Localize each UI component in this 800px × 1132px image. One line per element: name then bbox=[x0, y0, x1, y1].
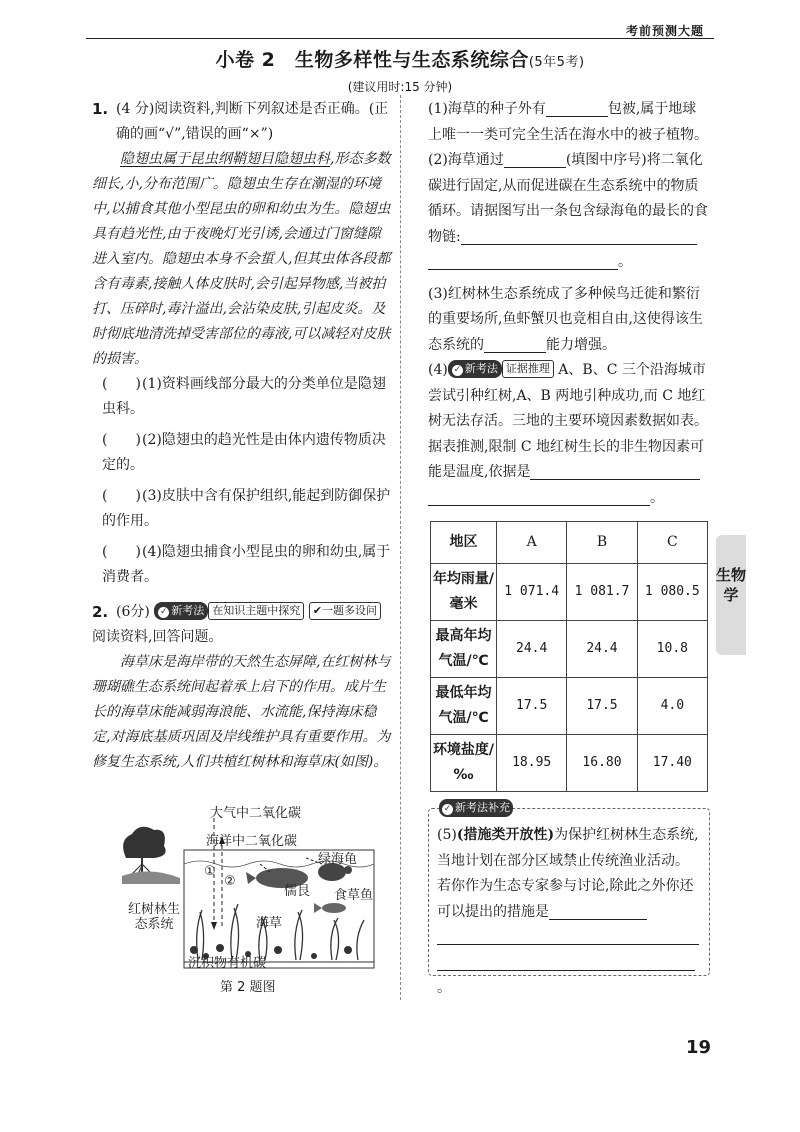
row-label: 最低年均气温/℃ bbox=[431, 678, 497, 735]
time-hint: (建议用时:15 分钟) bbox=[347, 80, 453, 94]
question-intro: 阅读资料,回答问题。 bbox=[92, 629, 223, 645]
label-process-two: ② bbox=[224, 874, 236, 889]
reading-passage bbox=[92, 147, 394, 372]
top-rule bbox=[86, 38, 714, 39]
judgement-text: (3)皮肤中含有保护组织,能起到防御保护的作用。 bbox=[102, 488, 391, 529]
answer-blank[interactable] bbox=[549, 902, 647, 920]
row-label: 环境盐度/‰ bbox=[431, 735, 497, 792]
answer-bracket[interactable]: ( ) bbox=[102, 488, 141, 504]
check-icon: ✔ bbox=[312, 604, 322, 617]
passage-rest: ,形态多数细长,小,分布范围广。隐翅虫生存在潮湿的环境中,以捕食其他小型昆虫的卵和幼虫为生。隐翅虫具有趋光性,由于夜晚灯光引诱,会通过门窗缝隙进入室内。隐翅虫本身不会蜇人,但其虫体各段都含有毒素,接触人体皮肤时,会引起异物感,当被拍打、压碎时,毒汁溢出,会沾染皮肤,引起皮炎。及时彻底地清洗掉受害部位的毒液,可以减轻对皮肤的损害。 bbox=[92, 151, 391, 367]
environment-data-table bbox=[430, 521, 708, 792]
table-cell: 24.4 bbox=[567, 621, 637, 678]
mangrove-tree-icon bbox=[122, 827, 180, 884]
answer-blank[interactable] bbox=[546, 99, 608, 117]
table-header-cell: A bbox=[497, 522, 567, 564]
answer-blank[interactable] bbox=[530, 462, 700, 480]
question-number: 1. bbox=[92, 100, 109, 118]
check-icon: ✓ bbox=[443, 804, 452, 814]
table-cell: 1 080.5 bbox=[637, 564, 707, 621]
question-1 bbox=[92, 97, 394, 147]
supplement-box bbox=[428, 801, 710, 996]
figure-caption: 第 2 题图 bbox=[220, 980, 276, 995]
answer-bracket[interactable]: ( ) bbox=[102, 432, 141, 448]
label-green-turtle: 绿海龟 bbox=[318, 852, 358, 867]
table-header-cell: B bbox=[567, 522, 637, 564]
underlined-passage: 隐翅虫属于昆虫纲鞘翅目隐翅虫科 bbox=[120, 151, 330, 167]
table-cell: 24.4 bbox=[497, 621, 567, 678]
answer-blank[interactable] bbox=[428, 488, 650, 506]
sub-question-5: (5)(措施类开放性)为保护红树林生态系统,当地计划在部分区域禁止传统渔业活动。若你作为生态专家参与讨论,除此之外你还可以提出的措施是 。 bbox=[437, 827, 699, 996]
table-header-cell: C bbox=[637, 522, 707, 564]
check-icon: ✓ bbox=[160, 607, 168, 617]
new-method-tag: ✓ 新考法 bbox=[448, 360, 502, 378]
title-block bbox=[0, 45, 800, 95]
corner-title: 考前预测大题 bbox=[625, 24, 704, 38]
title-text: 小卷 2 生物多样性与生态系统综合 bbox=[215, 49, 529, 71]
question-prompt: (4 分)阅读资料,判断下列叙述是否正确。(正确的画“√”,错误的画“×”) bbox=[116, 101, 389, 142]
question-2 bbox=[92, 600, 394, 625]
answer-blank[interactable] bbox=[437, 927, 699, 945]
judgement-text: (1)资料画线部分最大的分类单位是隐翅虫科。 bbox=[102, 376, 386, 417]
multi-question-tag: ✔一题多设问 bbox=[309, 602, 381, 620]
ecosystem-figure bbox=[110, 800, 378, 1000]
question-score: (6分) bbox=[116, 604, 150, 620]
answer-blank[interactable] bbox=[484, 335, 546, 353]
reading-passage: 海草床是海岸带的天然生态屏障,在红树林与珊瑚礁生态系统间起着承上启下的作用。成片生长的海草床能减弱海浪能、水流能,保持海床稳定,对海底基质巩固及岸线维护具有重要作用。为修复生态系统,人们共植红树林和海草床(如图)。 bbox=[92, 654, 391, 770]
label-mangrove-ecosystem: 红树林生态系统 bbox=[127, 902, 180, 932]
table-cell: 17.5 bbox=[497, 678, 567, 735]
answer-bracket[interactable]: ( ) bbox=[102, 544, 141, 560]
table-cell: 10.8 bbox=[637, 621, 707, 678]
theme-tag: 在知识主题中探究 bbox=[208, 602, 304, 620]
table-row bbox=[431, 678, 708, 735]
sub-question-2: (2)海草通过 (填图中序号)将二氧化碳进行固定,从而促进碳在生态系统中的物质循环。请据图写出一条包含绿海龟的最长的食物链: 。 bbox=[428, 152, 708, 270]
judgement-item bbox=[92, 428, 394, 478]
left-column bbox=[92, 97, 394, 775]
table-cell: 1 081.7 bbox=[567, 564, 637, 621]
label-dugong: 儒艮 bbox=[284, 884, 311, 899]
table-header-row bbox=[431, 522, 708, 564]
judgement-item bbox=[92, 540, 394, 590]
label-ocean-co2: 海洋中二氧化碳 bbox=[206, 834, 298, 849]
title-note: (5年5考) bbox=[528, 55, 585, 70]
question-number: 2. bbox=[92, 603, 109, 621]
answer-blank[interactable] bbox=[428, 252, 618, 270]
table-cell: 4.0 bbox=[637, 678, 707, 735]
subject-tab: 生物学 bbox=[716, 535, 746, 655]
fish-shape bbox=[322, 903, 346, 913]
label-process-one: ① bbox=[204, 864, 216, 879]
answer-blank[interactable] bbox=[461, 227, 697, 245]
page-title bbox=[0, 45, 800, 72]
sub-question-4: (4) ✓ 新考法 证据推理 A、B、C 三个沿海城市尝试引种红树,A、B 两地引种成功,而 C 地红树无法存活。三地的主要环境因素数据如表。据表推测,限制 C 地红树生长的非生物因素可能是温度,依据是 。 bbox=[428, 362, 708, 506]
answer-bracket[interactable]: ( ) bbox=[102, 376, 141, 392]
table-cell: 18.95 bbox=[497, 735, 567, 792]
judgement-item bbox=[92, 484, 394, 534]
judgement-text: (4)隐翅虫捕食小型昆虫的卵和幼虫,属于消费者。 bbox=[102, 544, 391, 585]
sub-question-1: (1)海草的种子外有 包被,属于地球上唯一一类可完全生活在海水中的被子植物。 bbox=[428, 101, 708, 143]
supplement-tag: ✓ 新考法补充 bbox=[439, 799, 513, 817]
judgement-item bbox=[92, 372, 394, 422]
row-label: 最高年均气温/℃ bbox=[431, 621, 497, 678]
check-icon: ✓ bbox=[453, 365, 462, 375]
evidence-reasoning-tag: 证据推理 bbox=[502, 360, 554, 378]
table-cell: 17.40 bbox=[637, 735, 707, 792]
label-atmospheric-co2: 大气中二氧化碳 bbox=[210, 806, 302, 821]
right-column bbox=[428, 97, 710, 792]
page-number: 19 bbox=[686, 1037, 712, 1058]
row-label: 年均雨量/毫米 bbox=[431, 564, 497, 621]
label-herbivorous-fish: 食草鱼 bbox=[334, 888, 374, 903]
table-row bbox=[431, 621, 708, 678]
sub-question-3: (3)红树林生态系统成了多种候鸟迁徙和繁衍的重要场所,鱼虾蟹贝也竞相自由,这使得该生态系统的 能力增强。 bbox=[428, 285, 703, 353]
label-sediment-carbon: 沉积物有机碳 bbox=[188, 956, 267, 971]
table-cell: 17.5 bbox=[567, 678, 637, 735]
column-divider bbox=[400, 95, 401, 1000]
answer-blank[interactable] bbox=[504, 150, 566, 168]
judgement-text: (2)隐翅虫的趋光性是由体内遗传物质决定的。 bbox=[102, 432, 386, 473]
answer-blank[interactable] bbox=[437, 953, 695, 971]
table-row bbox=[431, 735, 708, 792]
table-header-cell: 地区 bbox=[431, 522, 497, 564]
label-seagrass: 海草 bbox=[256, 916, 283, 931]
table-cell: 1 071.4 bbox=[497, 564, 567, 621]
table-row bbox=[431, 564, 708, 621]
table-cell: 16.80 bbox=[567, 735, 637, 792]
new-method-tag: ✓ 新考法 bbox=[154, 602, 208, 620]
